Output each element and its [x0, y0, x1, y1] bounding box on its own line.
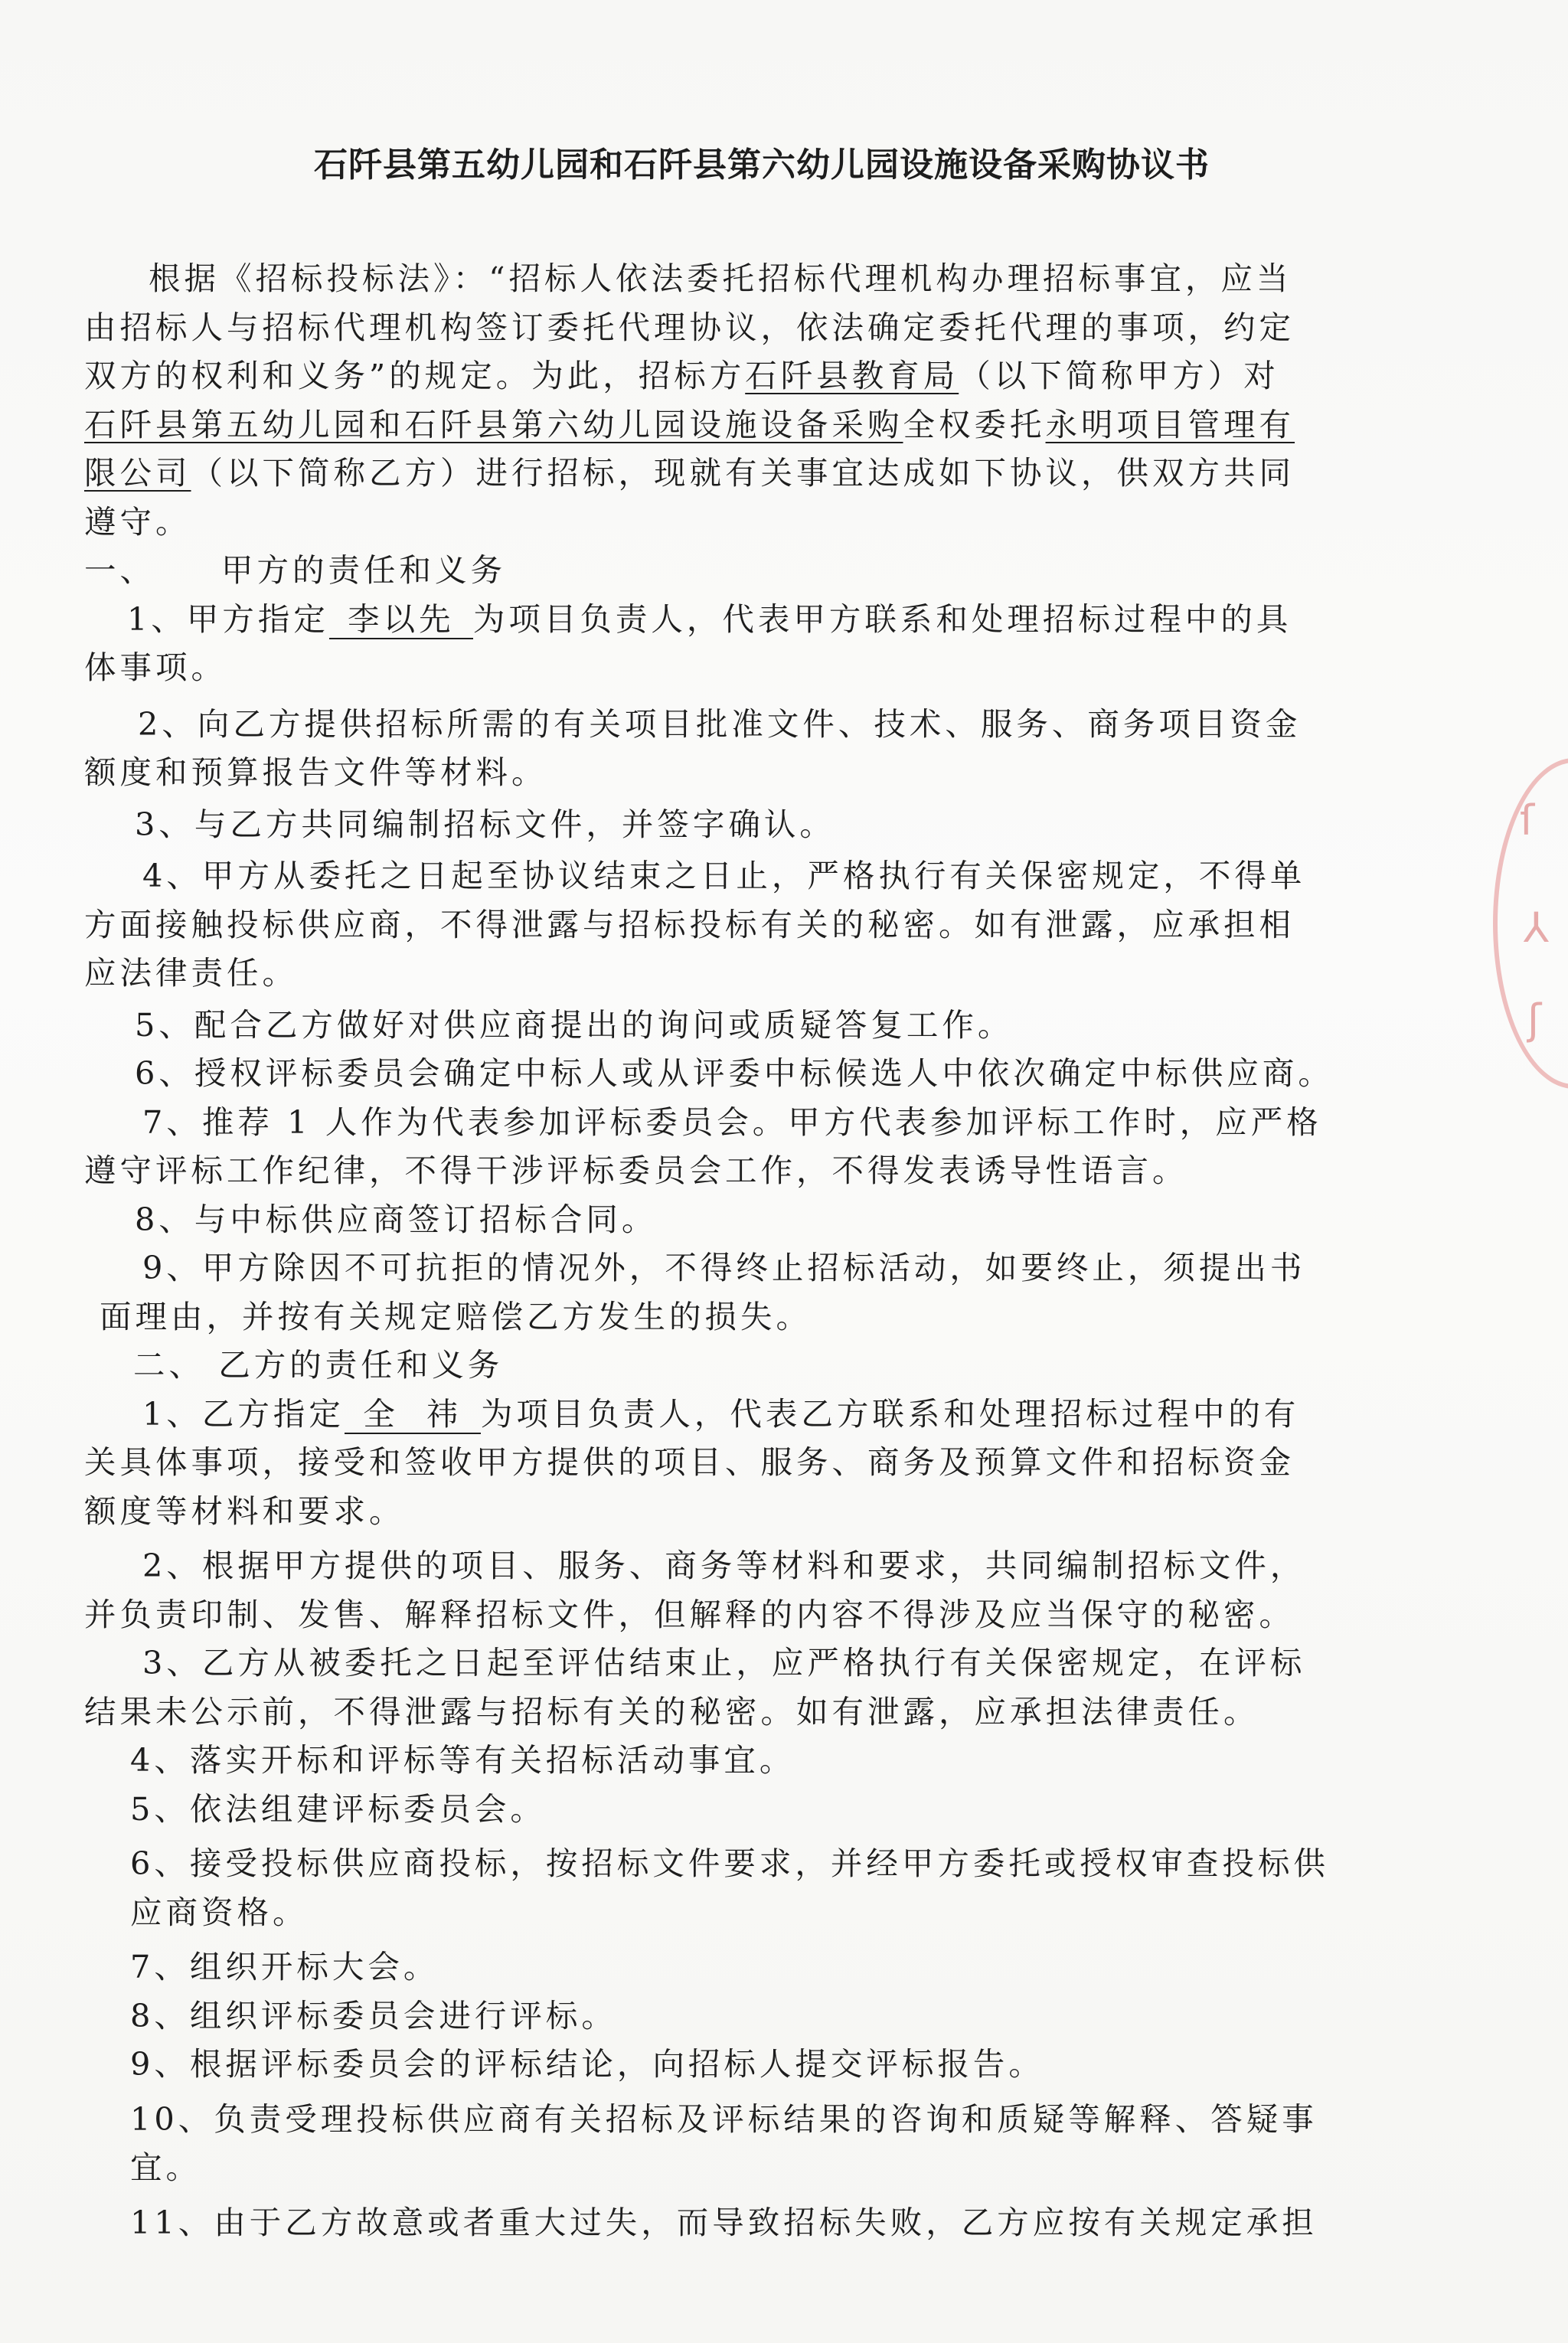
- intro-line-3-a: 双方的权利和义务”的规定。为此，招标方: [84, 357, 746, 394]
- seal-mark-3: ʃ: [1527, 995, 1542, 1044]
- agent-name-part-2: 限公司: [84, 454, 191, 492]
- s1-item-9-line-2: 面理由，并按有关规定赔偿乙方发生的损失。: [100, 1297, 812, 1335]
- intro-line-4-a: 全权委托: [903, 405, 1046, 443]
- seal-mark-2: ⅄: [1524, 904, 1549, 952]
- party-a-manager-name: 李以先: [329, 601, 473, 639]
- s2-item-6-line-2: 应商资格。: [130, 1893, 309, 1931]
- intro-line-4: [84, 400, 1416, 449]
- intro-line-5: [84, 449, 1416, 498]
- s2-item-1-line-1: [84, 1390, 1416, 1439]
- intro-line-1: 根据《招标投标法》：“招标人依法委托招标代理机构办理招标事宜，应当: [149, 260, 1292, 297]
- s1-item-7-line-2: 遵守评标工作纪律，不得干涉评标委员会工作，不得发表诱导性语言。: [84, 1152, 1188, 1189]
- section-1-title: 甲方的责任和义务: [221, 551, 507, 589]
- project-name: 石阡县第五幼儿园和石阡县第六幼儿园设施设备采购: [84, 405, 903, 443]
- s2-item-4: 4、落实开标和评标等有关招标活动事宜。: [130, 1741, 795, 1779]
- s1-item-1-a: 1、甲方指定: [127, 600, 329, 638]
- s1-item-4-line-1: 4、甲方从委托之日起至协议结束之日止，严格执行有关保密规定，不得单: [142, 857, 1306, 894]
- s2-item-10-line-1: 10、负责受理投标供应商有关招标及评标结果的咨询和质疑等解释、答疑事: [130, 2100, 1318, 2138]
- s2-item-10-line-2: 宜。: [130, 2149, 202, 2186]
- s1-item-1-line-2: 体事项。: [84, 649, 227, 686]
- section-1-heading: [84, 546, 1416, 595]
- intro-line-5-b: （以下简称乙方）进行招标，现就有关事宜达成如下协议，供双方共同: [191, 454, 1295, 492]
- s2-item-1-line-3: 额度等材料和要求。: [84, 1492, 405, 1530]
- s1-item-6: 6、授权评标委员会确定中标人或从评委中标候选人中依次确定中标供应商。: [135, 1054, 1334, 1092]
- seal-mark-1: ſ: [1520, 796, 1535, 845]
- s2-item-1-a: 1、乙方指定: [142, 1394, 345, 1433]
- party-a-name: 石阡县教育局: [745, 357, 959, 394]
- s1-item-1-line-1: [84, 595, 1416, 644]
- s1-item-4-line-2: 方面接触投标供应商，不得泄露与招标投标有关的秘密。如有泄露，应承担相: [84, 905, 1295, 943]
- s1-item-2-line-2: 额度和预算报告文件等材料。: [84, 753, 547, 791]
- s2-item-3-line-2: 结果未公示前，不得泄露与招标有关的秘密。如有泄露，应承担法律责任。: [84, 1692, 1259, 1730]
- s2-item-9: 9、根据评标委员会的评标结论，向招标人提交评标报告。: [130, 2045, 1044, 2083]
- s1-item-8: 8、与中标供应商签订招标合同。: [135, 1200, 658, 1238]
- s1-item-9-line-1: 9、甲方除因不可抗拒的情况外，不得终止招标活动，如要终止，须提出书: [142, 1249, 1306, 1286]
- s2-item-3-line-1: 3、乙方从被委托之日起至评估结束止，应严格执行有关保密规定，在评标: [142, 1644, 1306, 1681]
- s2-item-6-line-1: 6、接受投标供应商投标，按招标文件要求，并经甲方委托或授权审查投标供: [130, 1845, 1329, 1882]
- s1-item-5: 5、配合乙方做好对供应商提出的询问或质疑答复工作。: [135, 1005, 1014, 1044]
- s2-item-11-line-1: 11、由于乙方故意或者重大过失，而导致招标失败，乙方应按有关规定承担: [130, 2203, 1318, 2241]
- s1-item-3: 3、与乙方共同编制招标文件，并签字确认。: [135, 805, 835, 843]
- s2-item-1-line-2: 关具体事项，接受和签收甲方提供的项目、服务、商务及预算文件和招标资金: [84, 1443, 1295, 1481]
- s2-item-1-b: 为项目负责人，代表乙方联系和处理招标过程中的有: [480, 1394, 1300, 1433]
- section-2-heading: 二、 乙方的责任和义务: [133, 1346, 504, 1384]
- s2-item-2-line-2: 并负责印制、发售、解释招标文件，但解释的内容不得涉及应当保守的秘密。: [84, 1595, 1295, 1633]
- s1-item-1-b: 为项目负责人，代表甲方联系和处理招标过程中的具: [472, 600, 1292, 638]
- party-b-manager-name: 全 祎: [345, 1396, 481, 1434]
- document-body: [84, 142, 1416, 2247]
- intro-line-2: 由招标人与招标代理机构签订委托代理协议，依法确定委托代理的事项，约定: [84, 308, 1295, 346]
- agent-name-part-1: 永明项目管理有: [1045, 405, 1295, 443]
- intro-line-6: 遵守。: [84, 502, 191, 541]
- section-1-number: 一、: [84, 551, 156, 589]
- s2-item-2-line-1: 2、根据甲方提供的项目、服务、商务等材料和要求，共同编制招标文件，: [142, 1547, 1306, 1584]
- s1-item-2-line-1: 2、向乙方提供招标所需的有关项目批准文件、技术、服务、商务项目资金: [138, 704, 1302, 743]
- intro-line-3: [84, 351, 1416, 400]
- s1-item-4-line-3: 应法律责任。: [84, 954, 299, 992]
- intro-line-3-b: （以下简称甲方）对: [959, 357, 1279, 394]
- s2-item-8: 8、组织评标委员会进行评标。: [130, 1996, 617, 2034]
- intro-paragraph: [84, 254, 1416, 546]
- s1-item-7-line-1: 7、推荐 1 人作为代表参加评标委员会。甲方代表参加评标工作时，应严格: [142, 1103, 1322, 1141]
- document-title: 石阡县第五幼儿园和石阡县第六幼儿园设施设备采购协议书: [314, 145, 1210, 185]
- s2-item-7: 7、组织开标大会。: [130, 1948, 439, 1985]
- s2-item-5: 5、依法组建评标委员会。: [130, 1789, 546, 1828]
